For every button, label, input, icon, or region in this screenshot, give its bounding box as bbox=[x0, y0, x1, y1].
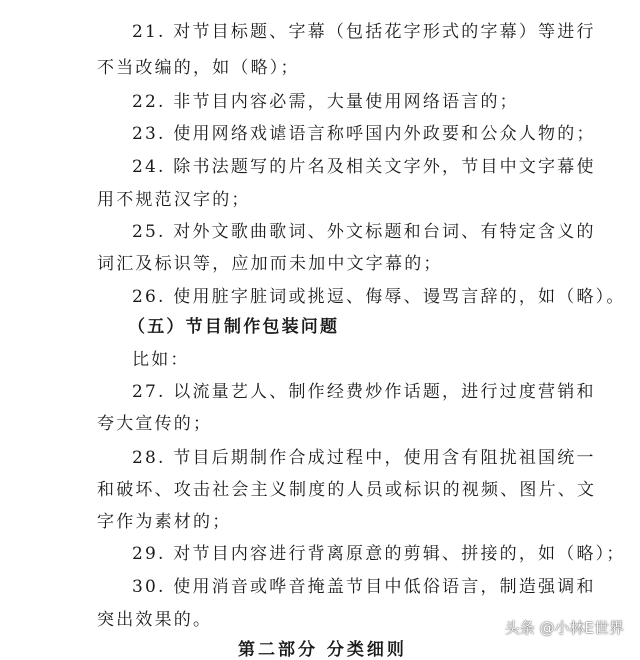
subsection-heading: （五）节目制作包装问题 bbox=[128, 317, 340, 337]
item-21-line-2: 不当改编的，如（略）； bbox=[97, 58, 300, 78]
watermark bbox=[483, 617, 624, 638]
item-24-line-1: 24. 除书法题写的片名及相关文字外，节目中文字幕使 bbox=[132, 157, 596, 177]
toutiao-logo-icon bbox=[483, 619, 501, 637]
item-24-line-2: 用不规范汉字的； bbox=[97, 190, 251, 210]
item-29: 29. 对节目内容进行背离原意的剪辑、拼接的，如（略）； bbox=[132, 544, 626, 564]
item-22: 22. 非节目内容必需，大量使用网络语言的； bbox=[132, 92, 519, 112]
item-27-line-2: 夸大宣传的； bbox=[97, 414, 213, 434]
item-23: 23. 使用网络戏谑语言称呼国内外政要和公众人物的； bbox=[132, 124, 596, 144]
item-27-line-1: 27. 以流量艺人、制作经费炒作话题，进行过度营销和 bbox=[132, 382, 596, 402]
item-26: 26. 使用脏字脏词或挑逗、侮辱、谩骂言辞的，如（略）。 bbox=[132, 287, 626, 307]
item-21-line-1: 21. 对节目标题、字幕（包括花字形式的字幕）等进行 bbox=[132, 22, 596, 42]
item-28-line-1: 28. 节目后期制作合成过程中，使用含有阻扰祖国统一 bbox=[132, 448, 596, 468]
item-30-line-1: 30. 使用消音或哗音掩盖节目中低俗语言，制造强调和 bbox=[132, 577, 596, 597]
item-28-line-3: 字作为素材的； bbox=[97, 512, 232, 532]
item-25-line-2: 词汇及标识等，应加而未加中文字幕的； bbox=[97, 254, 443, 274]
item-28-line-2: 和破坏、攻击社会主义制度的人员或标识的视频、图片、文 bbox=[97, 480, 597, 500]
item-25-line-1: 25. 对外文歌曲歌词、外文标题和台词、有特定含义的 bbox=[132, 222, 596, 242]
intro-text: 比如： bbox=[132, 350, 190, 370]
part-two-title: 第二部分 分类细则 bbox=[238, 640, 407, 660]
watermark-text: 头条 @小林E世界 bbox=[504, 619, 624, 637]
item-30-line-2: 突出效果的。 bbox=[97, 610, 213, 630]
